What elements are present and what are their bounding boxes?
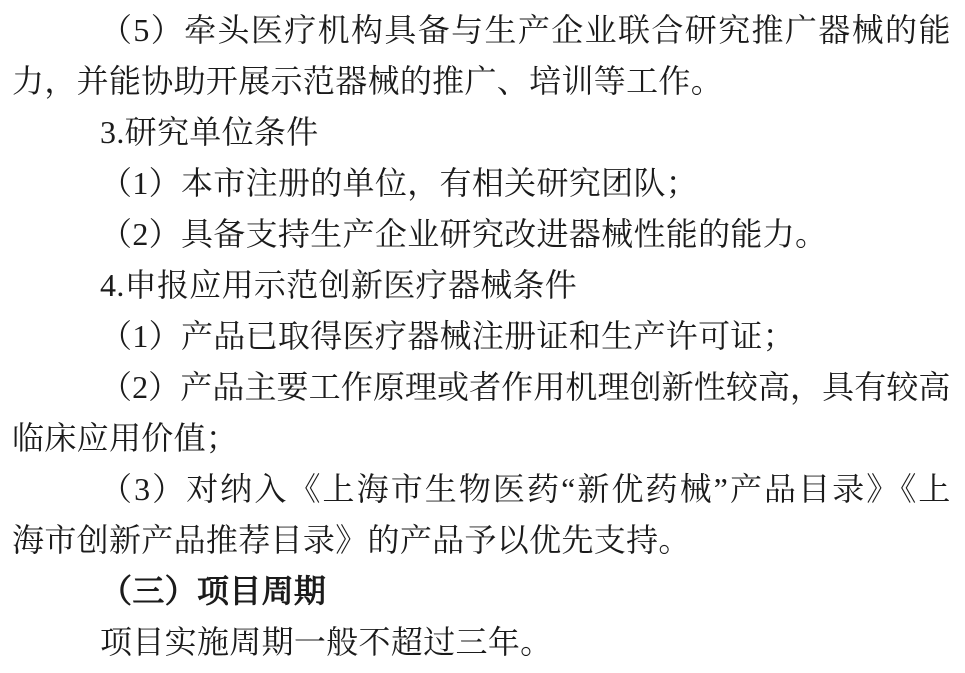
- text-line: （2）具备支持生产企业研究改进器械性能的能力。: [100, 216, 828, 252]
- section-heading-line: （三）项目周期: [100, 573, 327, 609]
- text-line: 海市创新产品推荐目录》的产品予以优先支持。: [12, 522, 691, 558]
- text-line: 项目实施周期一般不超过三年。: [100, 624, 553, 660]
- text-line: （2）产品主要工作原理或者作用机理创新性较高，具有较高: [100, 369, 949, 405]
- text-line: 4.申报应用示范创新医疗器械条件: [100, 267, 578, 303]
- text-line: 临床应用价值；: [12, 420, 239, 456]
- text-line: （3）对纳入《上海市生物医药“新优药械”产品目录》《上: [100, 471, 949, 507]
- text-line: （1）本市注册的单位，有相关研究团队；: [100, 165, 699, 201]
- text-line: 3.研究单位条件: [100, 114, 319, 150]
- text-line: （5）牵头医疗机构具备与生产企业联合研究推广器械的能: [100, 12, 949, 48]
- text-line: 力，并能协助开展示范器械的推广、培训等工作。: [12, 63, 724, 99]
- text-line: （1）产品已取得医疗器械注册证和生产许可证；: [100, 318, 796, 354]
- document-body: [12, 5, 949, 668]
